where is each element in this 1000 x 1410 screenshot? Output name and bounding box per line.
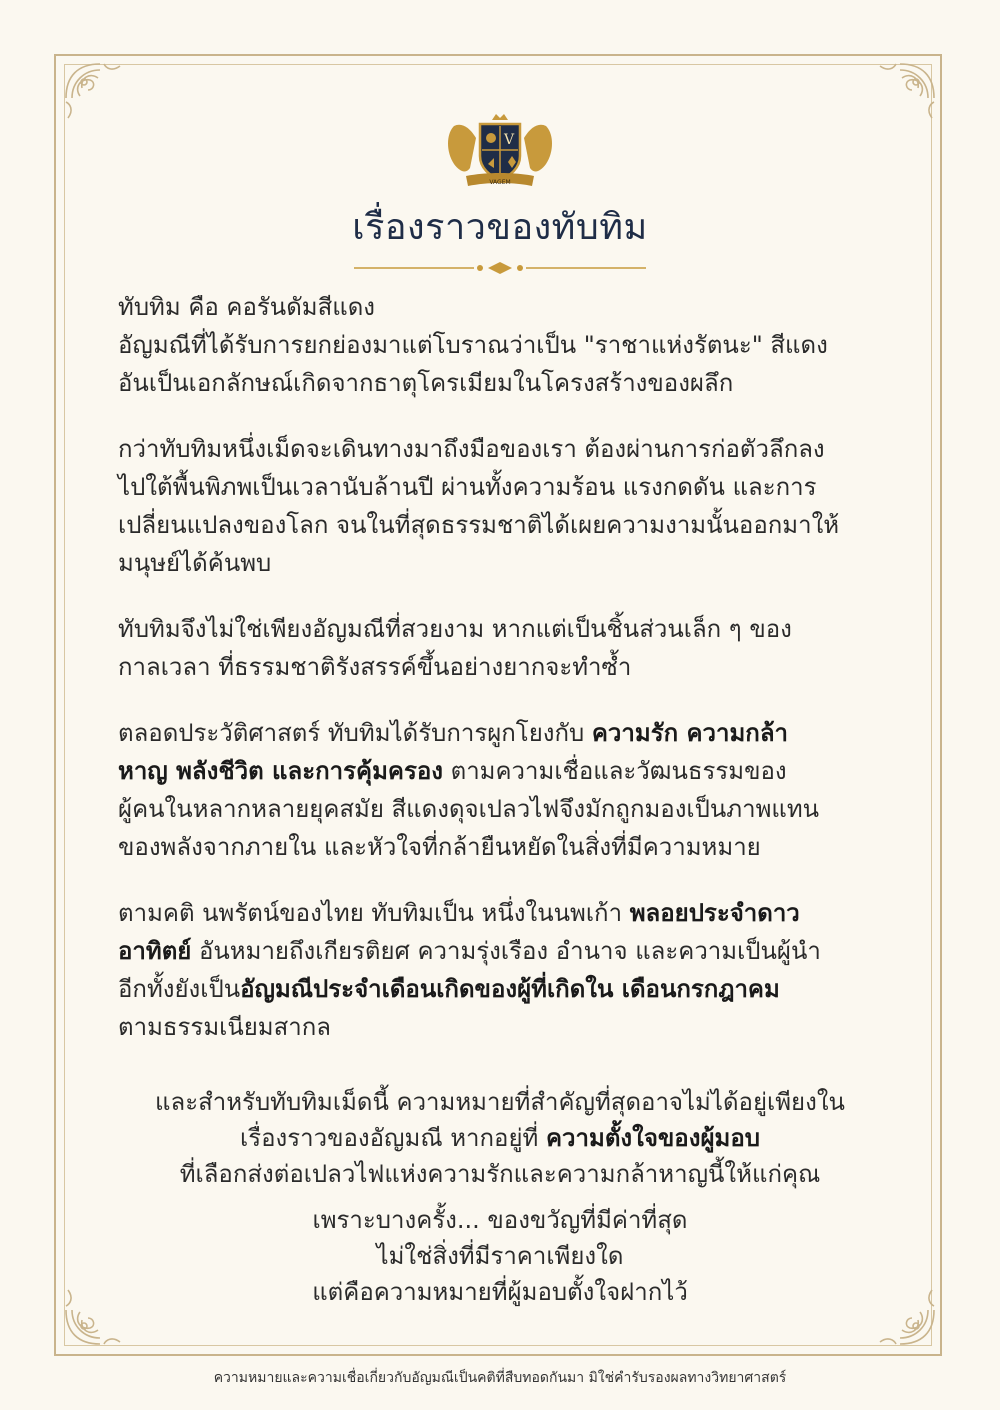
- text-segment: กาลเวลา ที่ธรรมชาติรังสรรค์ขึ้นอย่างยากจะทำซ้ำ: [118, 653, 632, 681]
- text-line: [118, 932, 898, 970]
- text-line: [118, 894, 898, 932]
- story-paragraph: [118, 430, 898, 582]
- text-segment: ของพลังจากภายใน และหัวใจที่กล้ายืนหยัดในสิ่งที่มีความหมาย: [118, 833, 761, 861]
- text-line: [118, 364, 898, 402]
- text-line: [118, 506, 898, 544]
- text-segment: กว่าทับทิมหนึ่งเม็ดจะเดินทางมาถึงมือของเรา ต้องผ่านการก่อตัวลึกลง: [118, 435, 825, 463]
- text-line: [0, 1084, 1000, 1120]
- emphasis-text: อัญมณีประจำเดือนเกิดของผู้ที่เกิดใน เดือนกรกฎาคม: [240, 975, 780, 1003]
- text-line: [0, 1120, 1000, 1156]
- corner-ornament-icon: [60, 58, 140, 138]
- text-segment: อันเป็นเอกลักษณ์เกิดจากธาตุโครเมียมในโครงสร้างของผลึก: [118, 369, 734, 397]
- text-line: [118, 544, 898, 582]
- text-segment: ไม่ใช่สิ่งที่มีราคาเพียงใด: [376, 1242, 624, 1270]
- text-line: [118, 714, 898, 752]
- text-segment: อัญมณีที่ได้รับการยกย่องมาแต่โบราณว่าเป็น "ราชาแห่งรัตนะ" สีแดง: [118, 331, 828, 359]
- text-line: [118, 1008, 898, 1046]
- text-line: [118, 468, 898, 506]
- text-line: [118, 288, 898, 326]
- text-line: [118, 752, 898, 790]
- text-line: [118, 326, 898, 364]
- text-line: [118, 430, 898, 468]
- text-line: [0, 1274, 1000, 1310]
- closing-message: [0, 1084, 1000, 1310]
- text-segment: มนุษย์ได้ค้นพบ: [118, 549, 272, 577]
- text-line: [118, 610, 898, 648]
- emphasis-text: อาทิตย์: [118, 937, 192, 965]
- story-paragraph: [118, 714, 898, 866]
- text-segment: ตามความเชื่อและวัฒนธรรมของ: [442, 757, 787, 785]
- text-line: [118, 648, 898, 686]
- story-paragraph: [118, 894, 898, 1046]
- text-line: [118, 828, 898, 866]
- text-line: [0, 1202, 1000, 1238]
- text-line: [118, 970, 898, 1008]
- text-segment: ตามคติ นพรัตน์ของไทย ทับทิมเป็น หนึ่งในนพเก้า: [118, 899, 630, 927]
- text-segment: อันหมายถึงเกียรติยศ ความรุ่งเรือง อำนาจ และความเป็นผู้นำ: [191, 937, 821, 965]
- text-segment: ทับทิมจึงไม่ใช่เพียงอัญมณีที่สวยงาม หากแต่เป็นชิ้นส่วนเล็ก ๆ ของ: [118, 615, 792, 643]
- emphasis-text: พลอยประจำดาว: [629, 899, 800, 927]
- story-paragraph: [118, 610, 898, 686]
- closing-quote: [0, 1202, 1000, 1310]
- banner-text: VAGEM: [489, 179, 511, 186]
- text-segment: ที่เลือกส่งต่อเปลวไฟแห่งความรักและความกล้าหาญนี้ให้แก่คุณ: [179, 1160, 821, 1188]
- emphasis-text: ความรัก ความกล้า: [591, 719, 789, 747]
- disclaimer-footnote: ความหมายและความเชื่อเกี่ยวกับอัญมณีเป็นคติที่สืบทอดกันมา มิใช่คำรับรองผลทางวิทยาศาสตร์: [213, 1370, 787, 1386]
- emphasis-text: ความตั้งใจของผู้มอบ: [545, 1124, 760, 1152]
- text-segment: อีกทั้งยังเป็น: [118, 975, 241, 1003]
- corner-ornament-icon: [860, 58, 940, 138]
- text-line: [118, 790, 898, 828]
- text-segment: เพราะบางครั้ง... ของขวัญที่มีค่าที่สุด: [312, 1206, 688, 1234]
- story-paragraph: [118, 288, 898, 402]
- emphasis-text: หาญ พลังชีวิต และการคุ้มครอง: [118, 757, 443, 785]
- text-segment: เปลี่ยนแปลงของโลก จนในที่สุดธรรมชาติได้เผยความงามนั้นออกมาให้: [118, 511, 840, 539]
- text-segment: และสำหรับทับทิมเม็ดนี้ ความหมายที่สำคัญที่สุดอาจไม่ได้อยู่เพียงใน: [155, 1088, 845, 1116]
- crest-logo: [436, 112, 564, 192]
- page-title: เรื่องราวของทับทิม: [352, 207, 648, 248]
- closing-block: [0, 1084, 1000, 1192]
- text-segment: ไปใต้พื้นพิภพเป็นเวลานับล้านปี ผ่านทั้งความร้อน แรงกดดัน และการ: [118, 473, 817, 501]
- text-line: [0, 1238, 1000, 1274]
- title-divider-icon: [354, 260, 646, 276]
- text-segment: แต่คือความหมายที่ผู้มอบตั้งใจฝากไว้: [312, 1278, 688, 1306]
- shield-letter: V: [503, 132, 515, 148]
- story-body: [118, 288, 898, 1074]
- text-segment: ทับทิม คือ คอรันดัมสีแดง: [118, 293, 376, 321]
- text-line: [0, 1156, 1000, 1192]
- text-segment: ตามธรรมเนียมสากล: [118, 1013, 331, 1041]
- text-segment: เรื่องราวของอัญมณี หากอยู่ที่: [240, 1124, 546, 1152]
- text-segment: ตลอดประวัติศาสตร์ ทับทิมได้รับการผูกโยงกับ: [118, 719, 592, 747]
- text-segment: ผู้คนในหลากหลายยุคสมัย สีแดงดุจเปลวไฟจึงมักถูกมองเป็นภาพแทน: [118, 795, 820, 823]
